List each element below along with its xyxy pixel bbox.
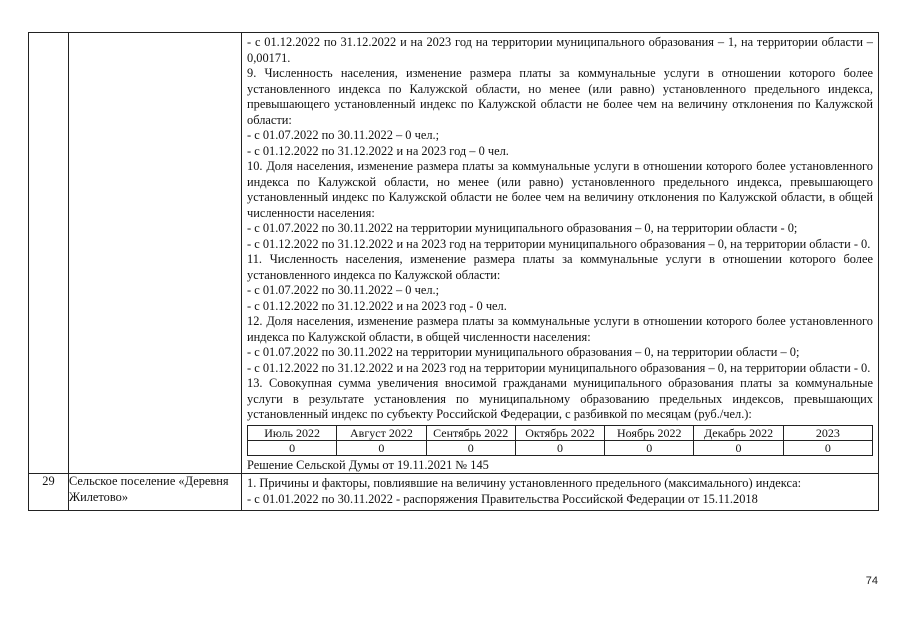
monthly-increase-table <box>247 425 873 456</box>
paragraph: - с 01.07.2022 по 30.11.2022 на территории муниципального образования – 0, на территории области - 0; <box>247 221 798 235</box>
month-header: 2023 <box>783 425 872 440</box>
month-value: 0 <box>694 440 783 455</box>
paragraph: 9. Численность населения, изменение размера платы за коммунальные услуги в отношении которого более установленного индекса по Калужской области, но менее (или равно) установленного предельного индекса, превышающего установленный индекс по Калужской области не более чем на величину отклонения по Калужской области: <box>247 66 873 127</box>
month-value: 0 <box>783 440 872 455</box>
paragraph: - с 01.01.2022 по 30.11.2022 - распоряжения Правительства Российской Федерации от 15.11.2018 <box>247 491 758 506</box>
month-header: Июль 2022 <box>248 425 337 440</box>
table-row-previous <box>29 33 879 474</box>
month-value: 0 <box>426 440 515 455</box>
row-name-cell-empty <box>69 33 242 474</box>
month-value: 0 <box>337 440 426 455</box>
paragraph: - с 01.12.2022 по 31.12.2022 и на 2023 год на территории муниципального образования – 0, на территории области - 0. <box>247 360 871 375</box>
row-text-cell <box>242 33 879 474</box>
month-header: Октябрь 2022 <box>515 425 604 440</box>
paragraph: - с 01.07.2022 по 30.11.2022 на территории муниципального образования – 0, на территории области – 0; <box>247 345 800 359</box>
row-text-cell <box>242 474 879 511</box>
paragraph: - с 01.12.2022 по 31.12.2022 и на 2023 год на территории муниципального образования – 1, на территории области – 0,00171. <box>247 35 873 65</box>
table-row-29 <box>29 474 879 511</box>
paragraph-list <box>242 474 878 510</box>
month-header: Декабрь 2022 <box>694 425 783 440</box>
month-value: 0 <box>605 440 694 455</box>
paragraph: 13. Совокупная сумма увеличения вносимой гражданами муниципального образования платы за коммунальные услуги в результате установления по муниципальному образованию предельных индексов, превышающих установленный индекс по субъекту Российской Федерации, с разбивкой по месяцам (руб./чел.): <box>247 376 873 421</box>
month-value: 0 <box>248 440 337 455</box>
month-header: Август 2022 <box>337 425 426 440</box>
paragraph: 1. Причины и факторы, повлиявшие на величину установленного предельного (максимального) индекса: <box>247 476 802 490</box>
month-header: Ноябрь 2022 <box>605 425 694 440</box>
paragraph: - с 01.12.2022 по 31.12.2022 и на 2023 год - 0 чел. <box>247 298 507 313</box>
row-number-cell-empty <box>29 33 69 474</box>
paragraph: 11. Численность населения, изменение размера платы за коммунальные услуги в отношении которого более установленного индекса по Калужской области: <box>247 252 873 282</box>
months-header-row <box>248 425 873 440</box>
paragraph-list <box>242 33 878 424</box>
council-decision-text: Решение Сельской Думы от 19.11.2021 № 145 <box>247 457 489 472</box>
paragraph: 12. Доля населения, изменение размера платы за коммунальные услуги в отношении которого более установленного индекса по Калужской области, в общей численности населения: <box>247 314 873 344</box>
row-number: 29 <box>29 474 69 511</box>
month-value: 0 <box>515 440 604 455</box>
document-table <box>28 32 879 511</box>
paragraph: - с 01.07.2022 по 30.11.2022 – 0 чел.; <box>247 283 440 297</box>
paragraph: - с 01.12.2022 по 31.12.2022 и на 2023 год на территории муниципального образования – 0, на территории области - 0. <box>247 236 871 251</box>
paragraph: - с 01.07.2022 по 30.11.2022 – 0 чел.; <box>247 128 440 142</box>
months-value-row <box>248 440 873 455</box>
settlement-name: Сельское поселение «Деревня Жилетово» <box>69 474 242 511</box>
paragraph: 10. Доля населения, изменение размера платы за коммунальные услуги в отношении которого более установленного индекса по Калужской области, но менее (или равно) установленного предельного индекса, превышающего установленный индекс по Калужской области не более чем на величину отклонения по Калужской области, в общей численности населения: <box>247 159 873 220</box>
page-number: 74 <box>865 575 878 587</box>
month-header: Сентябрь 2022 <box>426 425 515 440</box>
paragraph: - с 01.12.2022 по 31.12.2022 и на 2023 год – 0 чел. <box>247 143 509 158</box>
